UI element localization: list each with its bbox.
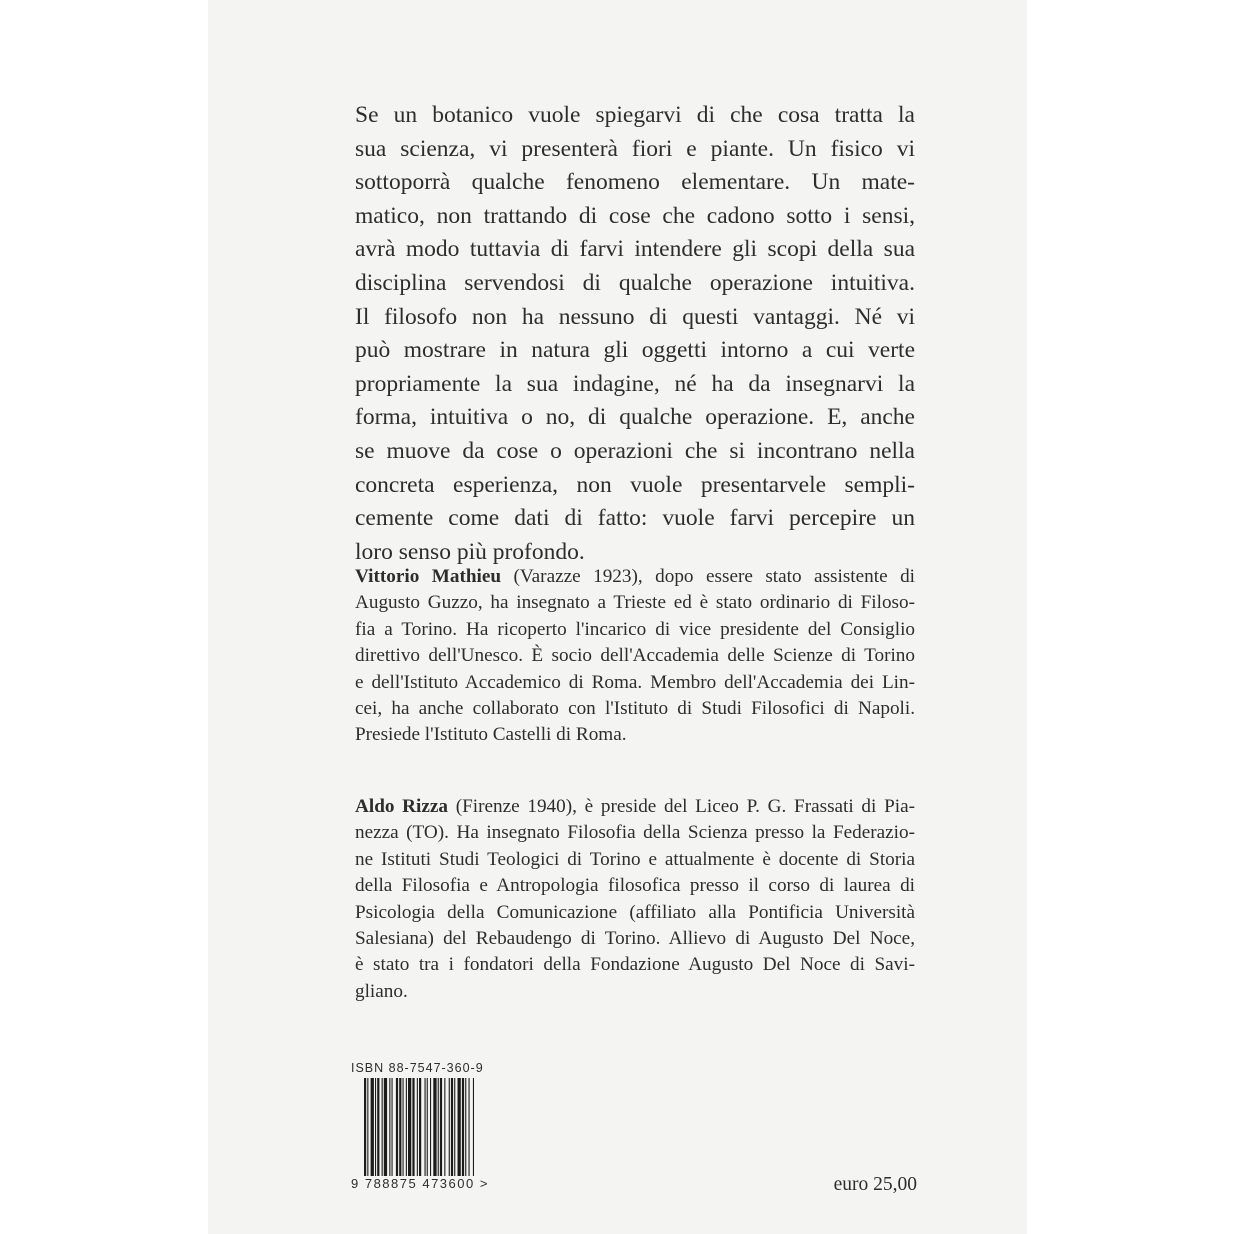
blurb-line: sottoporrà qualche fenomeno elementare. Un mate- [355, 169, 915, 196]
blurb-line: può mostrare in natura gli oggetti intorno a cui verte [355, 337, 915, 364]
barcode-bar [382, 1078, 383, 1176]
barcode-bar [438, 1078, 439, 1176]
barcode-bar [408, 1078, 411, 1176]
bio-line: Psicologia della Comunicazione (affiliato alla Pontificia Università [355, 901, 915, 923]
barcode-bar [384, 1078, 387, 1176]
barcode-bar [469, 1078, 470, 1176]
barcode-bar [377, 1078, 379, 1176]
bio-first-line [355, 794, 915, 820]
author-bio-rizza [355, 794, 915, 1005]
bio-line: cei, ha anche collaborato con l'Istituto di Studi Filosofici di Napoli. [355, 698, 915, 720]
author-name: Aldo Rizza [355, 796, 448, 817]
barcode-bar [396, 1078, 398, 1176]
barcode-bar [444, 1078, 445, 1176]
author-name: Vittorio Mathieu [355, 566, 502, 587]
blurb-line: loro senso più profondo. [355, 538, 585, 565]
barcode-bar [389, 1078, 390, 1176]
barcode-bar [403, 1078, 404, 1176]
barcode-digits: 9 788875 473600 > [351, 1176, 489, 1191]
bio-line: Augusto Guzzo, ha insegnato a Trieste ed è stato ordinario di Filoso- [355, 592, 915, 614]
blurb-line: forma, intuitiva o no, di qualche operazione. E, anche [355, 404, 915, 431]
bio-line: della Filosofia e Antropologia filosofica presso il corso di laurea di [355, 875, 915, 897]
barcode-bar [430, 1078, 431, 1176]
bio-line: gliano. [355, 980, 408, 1002]
barcode-bar [371, 1078, 374, 1176]
bio-line: è stato tra i fondatori della Fondazione Augusto Del Noce di Savi- [355, 954, 915, 976]
bio-line: (Firenze 1940), è preside del Liceo P. G. Frassati di Pia- [448, 796, 915, 817]
bio-first-line [355, 564, 915, 590]
bio-line: fia a Torino. Ha ricoperto l'incarico di vice presidente del Consiglio [355, 618, 915, 640]
barcode-bar [367, 1078, 368, 1176]
barcode-bar [449, 1078, 450, 1176]
barcode-bar [440, 1078, 442, 1176]
blurb-line: disciplina servendosi di qualche operazione intuitiva. [355, 269, 915, 296]
isbn-label: ISBN 88-7547-360-9 [351, 1061, 484, 1075]
barcode-bar [392, 1078, 393, 1176]
barcode-bar [412, 1078, 414, 1176]
barcode-bar [462, 1078, 464, 1176]
blurb-line: avrà modo tuttavia di farvi intendere gli scopi della sua [355, 236, 915, 263]
barcode-bar [364, 1078, 366, 1176]
blurb-line: concreta esperienza, non vuole presentarvele sempli- [355, 471, 915, 498]
barcode-bar [427, 1078, 428, 1176]
barcode-bar [451, 1078, 453, 1176]
bio-line: direttivo dell'Unesco. È socio dell'Accademia delle Scienze di Torino [355, 645, 915, 667]
barcode-bar [425, 1078, 426, 1176]
bio-line: ne Istituti Studi Teologici di Torino e attualmente è docente di Storia [355, 848, 915, 870]
bio-line: e dell'Istituto Accademico di Roma. Membro dell'Accademia dei Lin- [355, 671, 915, 693]
blurb-line: matico, non trattando di cose che cadono sotto i sensi, [355, 202, 915, 229]
barcode-bar [473, 1078, 474, 1176]
cover-blurb [355, 99, 915, 569]
barcode [364, 1078, 506, 1176]
author-bio-mathieu [355, 564, 915, 749]
barcode-bar [399, 1078, 401, 1176]
bio-line: (Varazze 1923), dopo essere stato assistente di [501, 566, 915, 587]
blurb-line: sua scienza, vi presenterà fiori e piante. Un fisico vi [355, 135, 915, 162]
bio-line: nezza (TO). Ha insegnato Filosofia della Scienza presso la Federazio- [355, 822, 915, 844]
barcode-bar [406, 1078, 407, 1176]
barcode-bar [375, 1078, 376, 1176]
price-label: euro 25,00 [833, 1174, 917, 1195]
blurb-line: se muove da cose o operazioni che si incontrano nella [355, 437, 915, 464]
blurb-line: propriamente la sua indagine, né ha da insegnarvi la [355, 370, 915, 397]
blurb-line: cemente come dati di fatto: vuole farvi percepire un [355, 505, 915, 532]
barcode-bar [419, 1078, 421, 1176]
barcode-bar [454, 1078, 455, 1176]
barcode-bar [458, 1078, 461, 1176]
blurb-line: Il filosofo non ha nessuno di questi vantaggi. Né vi [355, 303, 915, 330]
bio-line: Salesiana) del Rebaudengo di Torino. Allievo di Augusto Del Noce, [355, 928, 915, 950]
barcode-bar [417, 1078, 418, 1176]
barcode-bar [433, 1078, 436, 1176]
barcode-bar [465, 1078, 466, 1176]
blurb-line: Se un botanico vuole spiegarvi di che cosa tratta la [355, 102, 915, 128]
bio-line: Presiede l'Istituto Castelli di Roma. [355, 724, 627, 746]
